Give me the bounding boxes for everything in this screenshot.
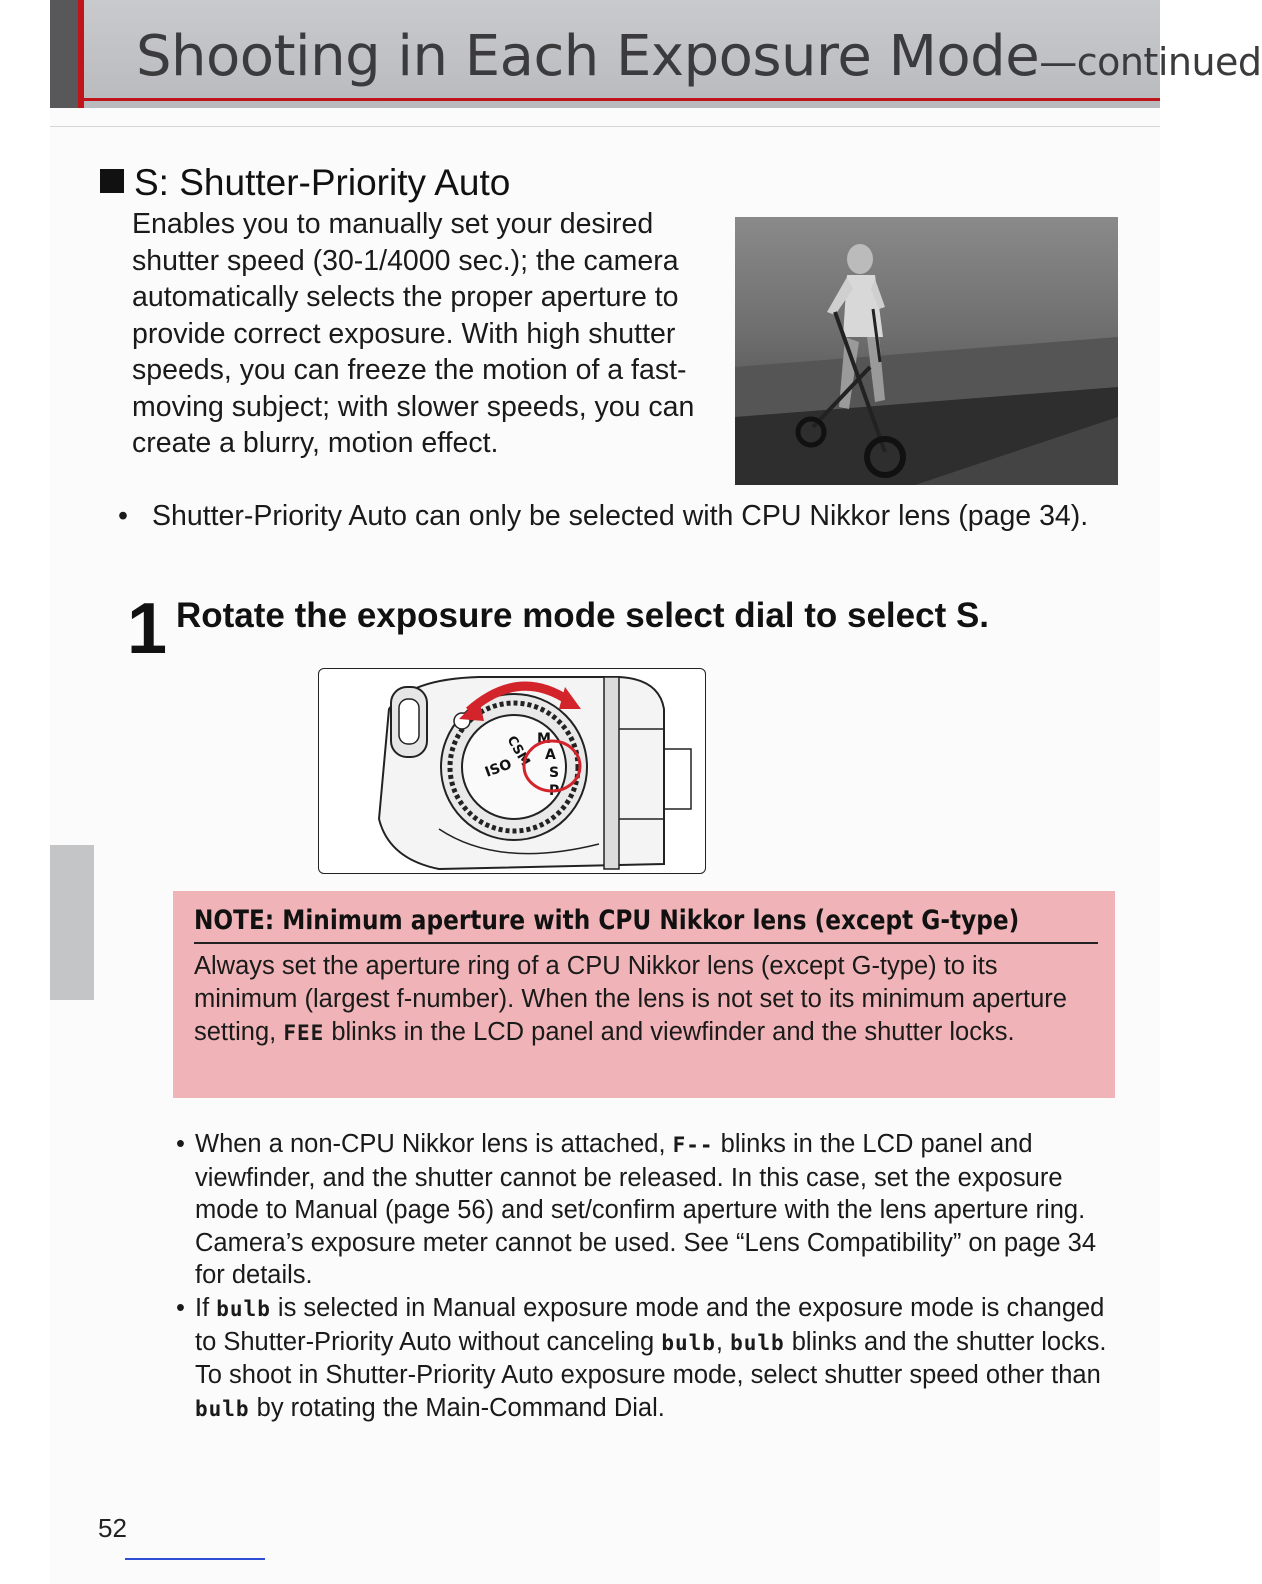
list-bullet: • — [176, 1130, 185, 1158]
note-body — [194, 950, 1094, 1050]
list-item — [176, 1292, 1116, 1425]
page-header — [50, 0, 1262, 108]
lcd-bulb-indicator: bulb — [661, 1330, 716, 1355]
item2-text-b: is selected in Manual exposure mode and the exposure mode is changed to Shutter-Priority Auto without canceling — [195, 1293, 1105, 1356]
step-number: 1 — [127, 589, 168, 669]
note-body-end: blinks in the LCD panel and viewfinder and the shutter locks. — [324, 1018, 1015, 1046]
lcd-f-dash-indicator: F-- — [672, 1133, 714, 1157]
header-dark-bar — [50, 0, 78, 108]
note-heading: NOTE: Minimum aperture with CPU Nikkor lens (except G-type) — [194, 905, 1020, 936]
cpu-lens-bullet — [118, 500, 1118, 533]
dial-iso-label: ISO — [482, 756, 514, 781]
header-red-line — [78, 98, 1160, 101]
header-divider — [50, 126, 1160, 127]
dial-csm-label: CSM — [503, 733, 533, 769]
item1-text-start: When a non-CPU Nikkor lens is attached, — [195, 1130, 673, 1158]
page-title — [136, 24, 1262, 89]
dial-mode-a: A — [545, 747, 556, 763]
item2-text-a: If — [195, 1293, 217, 1322]
note-body-start: Always set the aperture ring of a CPU Nikkor lens (except G-type) to its minimum (largest f-number). When the lens is not set to its minimum aperture setting, — [194, 952, 1067, 1046]
chapter-side-tab — [50, 845, 94, 1000]
step-instruction: Rotate the exposure mode select dial to select S. — [176, 596, 990, 635]
lcd-bulb-indicator: bulb — [216, 1296, 271, 1321]
item1-text-end: blinks in the LCD panel and viewfinder, and the shutter cannot be released. In this case, set the exposure mode to Manual (page 56) and set/confirm aperture with the lens aperture ring. Camera’s exposure meter cannot be used. See “Lens Compatibility” on page 34 for details. — [195, 1130, 1097, 1290]
item2-text-d: blinks and the shutter locks. To shoot in Shutter-Priority Auto exposure mode, select shutter speed other than — [195, 1327, 1107, 1390]
lcd-fee-indicator: FEE — [283, 1021, 325, 1045]
square-bullet-icon — [100, 169, 124, 193]
list-item — [176, 1128, 1116, 1292]
notes-list — [176, 1128, 1116, 1425]
item2-text-c: , — [715, 1327, 731, 1356]
header-red-bar — [78, 0, 84, 108]
cyclist-photo — [735, 217, 1118, 485]
dial-mode-m: M — [537, 731, 551, 747]
list-bullet: • — [176, 1293, 185, 1322]
dial-mode-s: S — [549, 765, 560, 781]
lcd-bulb-indicator: bulb — [730, 1330, 785, 1355]
page-number: 52 — [98, 1513, 127, 1543]
page-title-suffix: —continued — [1039, 40, 1262, 84]
mode-dial-drawing — [319, 669, 705, 873]
dial-mode-p: P — [549, 783, 560, 799]
section-heading — [100, 162, 510, 204]
intro-paragraph: Enables you to manually set your desired shutter speed (30-1/4000 sec.); the camera automatically selects the proper aperture to provide correct exposure. With high shutter speeds, you can freeze the motion of a fast-moving subject; with slower speeds, you can create a blurry, motion effect. — [132, 208, 695, 459]
note-divider — [194, 942, 1098, 944]
section-heading-text: S: Shutter-Priority Auto — [134, 162, 511, 203]
note-box — [173, 891, 1115, 1098]
cpu-lens-bullet-text: Shutter-Priority Auto can only be selected with CPU Nikkor lens (page 34). — [152, 500, 1089, 532]
page-title-main: Shooting in Each Exposure Mode — [136, 24, 1040, 89]
bullet-marker: • — [118, 500, 128, 532]
lcd-bulb-indicator: bulb — [195, 1396, 250, 1421]
footer-line — [125, 1558, 265, 1560]
cyclist-photo-image — [735, 217, 1118, 485]
item2-text-e: by rotating the Main-Command Dial. — [249, 1393, 665, 1422]
mode-dial-illustration — [318, 668, 706, 874]
